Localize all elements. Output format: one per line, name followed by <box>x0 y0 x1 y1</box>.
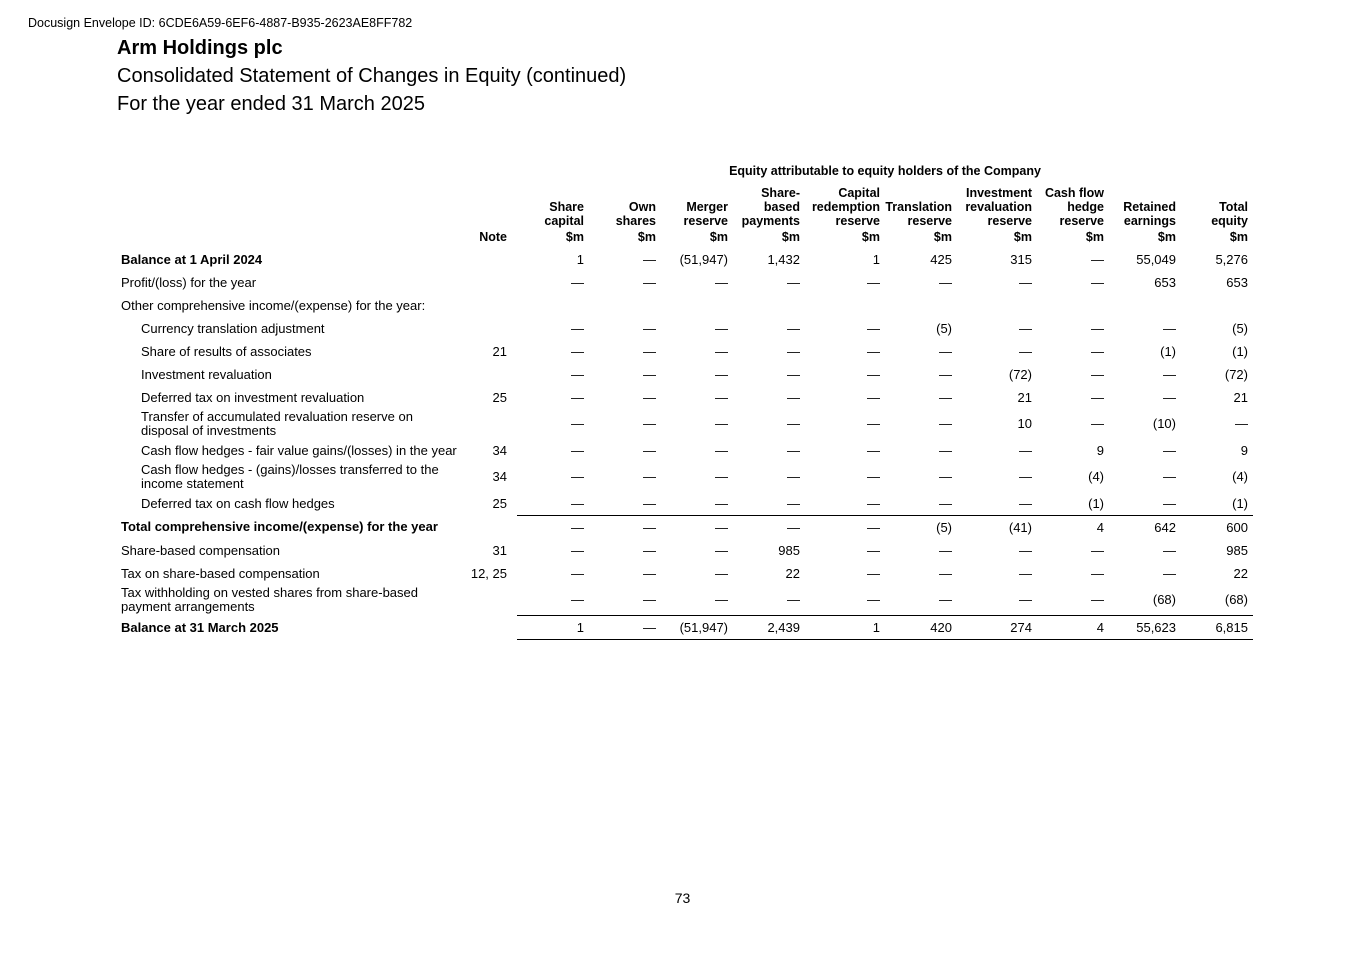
value-cell: — <box>715 366 728 382</box>
value-cell: — <box>1109 492 1181 516</box>
value-cell <box>1109 294 1181 317</box>
unit-header-row <box>117 230 1253 248</box>
value-cell: — <box>1163 542 1176 558</box>
unit-label: $m <box>933 230 952 244</box>
value-cell: — <box>571 469 584 484</box>
value-cell: 9 <box>1240 442 1248 458</box>
value-cell: 642 <box>1154 519 1176 535</box>
value-cell: — <box>939 565 952 581</box>
value-cell: (4) <box>1232 469 1248 484</box>
value-cell <box>885 294 957 317</box>
value-cell: — <box>787 274 800 290</box>
row-note: 25 <box>492 389 507 405</box>
value-cell: 9 <box>1096 442 1104 458</box>
value-cell: — <box>867 343 880 359</box>
value-cell: 4 <box>1096 519 1104 535</box>
value-cell: — <box>867 519 880 535</box>
value-cell: — <box>1019 343 1032 359</box>
value-cell: — <box>643 251 656 267</box>
table-row <box>117 562 1253 585</box>
value-cell: 10 <box>1017 416 1032 431</box>
column-header-row <box>117 186 1253 230</box>
value-cell: (51,947) <box>679 251 728 267</box>
value-cell <box>589 294 661 317</box>
equity-group-header: Equity attributable to equity holders of the Company <box>729 164 1041 178</box>
value-cell: — <box>643 416 656 431</box>
value-cell: — <box>939 542 952 558</box>
value-cell: — <box>643 389 656 405</box>
value-cell: 653 <box>1226 274 1248 290</box>
value-cell: — <box>939 416 952 431</box>
value-cell: — <box>867 366 880 382</box>
row-label: Other comprehensive income/(expense) for the year: <box>121 297 426 313</box>
row-note <box>465 248 517 271</box>
value-cell: — <box>1019 542 1032 558</box>
value-cell: — <box>571 366 584 382</box>
table-row <box>117 363 1253 386</box>
column-header: Total equity <box>1211 200 1248 228</box>
column-header: Capital redemption reserve <box>811 186 880 228</box>
value-cell: (4) <box>1088 469 1104 484</box>
value-cell: — <box>1091 320 1104 336</box>
value-cell: — <box>867 565 880 581</box>
table-row <box>117 492 1253 516</box>
value-cell: — <box>867 592 880 607</box>
value-cell: — <box>939 366 952 382</box>
unit-label: $m <box>1229 230 1248 244</box>
value-cell: — <box>787 519 800 535</box>
row-note <box>465 516 517 540</box>
value-cell: 985 <box>1226 542 1248 558</box>
value-cell: (41) <box>1008 519 1032 535</box>
value-cell: — <box>643 592 656 607</box>
docusign-envelope-id: Docusign Envelope ID: 6CDE6A59-6EF6-4887-B935-2623AE8FF782 <box>28 16 413 30</box>
column-header: Own shares <box>615 200 656 228</box>
value-cell: — <box>787 442 800 458</box>
column-header: Translation reserve <box>885 200 952 228</box>
value-cell: — <box>571 274 584 290</box>
value-cell: 985 <box>778 542 800 558</box>
equity-changes-table <box>117 186 1253 640</box>
unit-label: $m <box>1085 230 1104 244</box>
page-number: 73 <box>674 890 691 906</box>
value-cell: (5) <box>936 519 952 535</box>
row-note <box>465 616 517 640</box>
row-note: 21 <box>492 343 507 359</box>
value-cell: (5) <box>936 320 952 336</box>
value-cell: — <box>571 343 584 359</box>
value-cell: — <box>867 389 880 405</box>
value-cell: — <box>939 592 952 607</box>
value-cell: — <box>571 565 584 581</box>
value-cell: — <box>1091 542 1104 558</box>
unit-label: $m <box>565 230 584 244</box>
row-label: Tax withholding on vested shares from share-based payment arrangements <box>121 585 418 615</box>
table-row <box>117 439 1253 462</box>
table-row <box>117 294 1253 317</box>
value-cell: — <box>643 542 656 558</box>
value-cell: — <box>867 469 880 484</box>
column-header: Merger reserve <box>683 200 728 228</box>
row-note <box>465 585 517 616</box>
value-cell: 1 <box>517 616 589 640</box>
value-cell: — <box>643 565 656 581</box>
unit-label: $m <box>781 230 800 244</box>
value-cell: — <box>1019 592 1032 607</box>
value-cell: 425 <box>930 251 952 267</box>
value-cell: — <box>715 519 728 535</box>
unit-label: $m <box>637 230 656 244</box>
row-note: 31 <box>492 542 507 558</box>
unit-label: $m <box>1013 230 1032 244</box>
value-cell: — <box>643 366 656 382</box>
row-label: Cash flow hedges - fair value gains/(losses) in the year <box>141 442 457 458</box>
value-cell <box>1181 294 1253 317</box>
row-note: 25 <box>492 495 507 511</box>
value-cell: 2,439 <box>733 616 805 640</box>
row-note <box>465 271 517 294</box>
value-cell: — <box>715 592 728 607</box>
row-note: 34 <box>492 469 507 484</box>
value-cell: — <box>571 389 584 405</box>
value-cell: — <box>939 389 952 405</box>
value-cell: — <box>589 492 661 516</box>
value-cell: — <box>571 416 584 431</box>
value-cell: — <box>1163 469 1176 484</box>
value-cell: — <box>1091 366 1104 382</box>
value-cell: — <box>1091 416 1104 431</box>
row-label: Tax on share-based compensation <box>121 565 320 581</box>
value-cell: — <box>715 469 728 484</box>
value-cell: — <box>957 492 1037 516</box>
value-cell: — <box>715 343 728 359</box>
value-cell: — <box>1019 442 1032 458</box>
value-cell: 21 <box>1017 389 1032 405</box>
unit-label: $m <box>709 230 728 244</box>
value-cell: (1) <box>1160 343 1176 359</box>
value-cell: — <box>1091 251 1104 267</box>
value-cell: — <box>715 389 728 405</box>
value-cell: — <box>1091 389 1104 405</box>
value-cell: — <box>885 492 957 516</box>
value-cell: — <box>867 320 880 336</box>
table-row <box>117 462 1253 492</box>
value-cell: (51,947) <box>661 616 733 640</box>
value-cell: — <box>939 442 952 458</box>
value-cell: 55,049 <box>1136 251 1176 267</box>
value-cell: — <box>805 492 885 516</box>
value-cell: — <box>643 469 656 484</box>
value-cell: 274 <box>957 616 1037 640</box>
row-label: Investment revaluation <box>141 366 272 382</box>
value-cell: 22 <box>785 565 800 581</box>
table-row <box>117 317 1253 340</box>
value-cell: — <box>1019 565 1032 581</box>
value-cell: — <box>643 442 656 458</box>
row-label: Balance at 31 March 2025 <box>121 619 279 635</box>
row-label: Currency translation adjustment <box>141 320 325 336</box>
value-cell: — <box>571 320 584 336</box>
value-cell: 22 <box>1233 565 1248 581</box>
value-cell: (1) <box>1232 343 1248 359</box>
row-label: Deferred tax on cash flow hedges <box>141 495 335 511</box>
table-row <box>117 386 1253 409</box>
table-row <box>117 585 1253 616</box>
value-cell: (10) <box>1152 416 1176 431</box>
value-cell: — <box>1019 274 1032 290</box>
value-cell: — <box>1163 565 1176 581</box>
row-note: 12, 25 <box>470 565 507 581</box>
value-cell: — <box>1163 442 1176 458</box>
value-cell: — <box>939 469 952 484</box>
value-cell: 653 <box>1154 274 1176 290</box>
row-label: Transfer of accumulated revaluation reserve on disposal of investments <box>141 409 413 438</box>
value-cell: (68) <box>1224 592 1248 607</box>
value-cell: — <box>715 416 728 431</box>
value-cell: — <box>1091 592 1104 607</box>
value-cell: 1 <box>872 251 880 267</box>
value-cell: 1 <box>576 251 584 267</box>
value-cell: — <box>787 592 800 607</box>
value-cell: — <box>733 492 805 516</box>
table-row <box>117 271 1253 294</box>
value-cell: — <box>787 366 800 382</box>
value-cell: — <box>1019 320 1032 336</box>
value-cell: 600 <box>1226 519 1248 535</box>
value-cell: — <box>1163 320 1176 336</box>
value-cell: — <box>643 274 656 290</box>
value-cell: — <box>1163 389 1176 405</box>
value-cell: — <box>787 469 800 484</box>
column-header: Cash flow hedge reserve <box>1044 186 1104 228</box>
row-note: 34 <box>492 442 507 458</box>
row-label: Balance at 1 April 2024 <box>121 251 263 267</box>
value-cell: — <box>715 274 728 290</box>
value-cell: — <box>1163 366 1176 382</box>
value-cell: (5) <box>1232 320 1248 336</box>
value-cell: — <box>715 320 728 336</box>
row-label: Cash flow hedges - (gains)/losses transferred to the income statement <box>141 462 439 491</box>
document-header <box>117 35 626 118</box>
value-cell: — <box>643 343 656 359</box>
value-cell: — <box>787 343 800 359</box>
value-cell: — <box>787 320 800 336</box>
value-cell: — <box>1091 343 1104 359</box>
value-cell: — <box>643 320 656 336</box>
note-header: Note <box>479 230 507 244</box>
row-label: Profit/(loss) for the year <box>121 274 257 290</box>
table-row <box>117 409 1253 439</box>
value-cell: — <box>517 492 589 516</box>
value-cell: 55,623 <box>1109 616 1181 640</box>
value-cell: (72) <box>1224 366 1248 382</box>
value-cell: — <box>867 542 880 558</box>
value-cell: — <box>589 616 661 640</box>
value-cell: 21 <box>1233 389 1248 405</box>
value-cell: (72) <box>1008 366 1032 382</box>
value-cell: — <box>715 565 728 581</box>
table-row <box>117 516 1253 540</box>
value-cell: — <box>1019 469 1032 484</box>
column-header: Retained earnings <box>1123 200 1176 228</box>
row-label: Deferred tax on investment revaluation <box>141 389 365 405</box>
unit-label: $m <box>1157 230 1176 244</box>
row-note <box>465 317 517 340</box>
value-cell: — <box>867 416 880 431</box>
row-note <box>465 363 517 386</box>
column-header: Share- based payments <box>741 186 800 228</box>
value-cell: (1) <box>1181 492 1253 516</box>
column-header: Investment revaluation reserve <box>965 186 1032 228</box>
row-note <box>465 409 517 439</box>
value-cell: — <box>787 389 800 405</box>
row-label: Share-based compensation <box>121 542 280 558</box>
value-cell: 420 <box>885 616 957 640</box>
value-cell: — <box>939 343 952 359</box>
value-cell: (68) <box>1152 592 1176 607</box>
value-cell: — <box>715 542 728 558</box>
value-cell <box>1037 294 1109 317</box>
value-cell: — <box>939 274 952 290</box>
value-cell: — <box>571 519 584 535</box>
value-cell: — <box>1091 565 1104 581</box>
value-cell: 4 <box>1037 616 1109 640</box>
statement-title: Consolidated Statement of Changes in Equity (continued) <box>117 65 627 87</box>
value-cell: — <box>715 442 728 458</box>
value-cell: — <box>571 542 584 558</box>
value-cell: — <box>867 274 880 290</box>
unit-label: $m <box>861 230 880 244</box>
value-cell: — <box>661 492 733 516</box>
table-row <box>117 616 1253 640</box>
value-cell <box>957 294 1037 317</box>
value-cell: — <box>571 442 584 458</box>
value-cell: 6,815 <box>1181 616 1253 640</box>
table-row <box>117 248 1253 271</box>
value-cell: — <box>571 592 584 607</box>
value-cell <box>661 294 733 317</box>
value-cell <box>805 294 885 317</box>
value-cell <box>517 294 589 317</box>
value-cell: — <box>1235 416 1248 431</box>
value-cell: — <box>867 442 880 458</box>
statement-period: For the year ended 31 March 2025 <box>117 93 425 115</box>
row-label: Share of results of associates <box>141 343 312 359</box>
table-row <box>117 340 1253 363</box>
row-label: Total comprehensive income/(expense) for the year <box>121 519 438 535</box>
value-cell: 1,432 <box>767 251 800 267</box>
value-cell: (1) <box>1037 492 1109 516</box>
value-cell <box>733 294 805 317</box>
value-cell: 5,276 <box>1215 251 1248 267</box>
value-cell: — <box>1091 274 1104 290</box>
company-name: Arm Holdings plc <box>117 37 283 59</box>
value-cell: — <box>787 416 800 431</box>
column-header: Share capital <box>544 200 584 228</box>
value-cell: 1 <box>805 616 885 640</box>
value-cell: — <box>643 519 656 535</box>
value-cell: 315 <box>1010 251 1032 267</box>
table-row <box>117 539 1253 562</box>
row-note <box>465 294 517 317</box>
